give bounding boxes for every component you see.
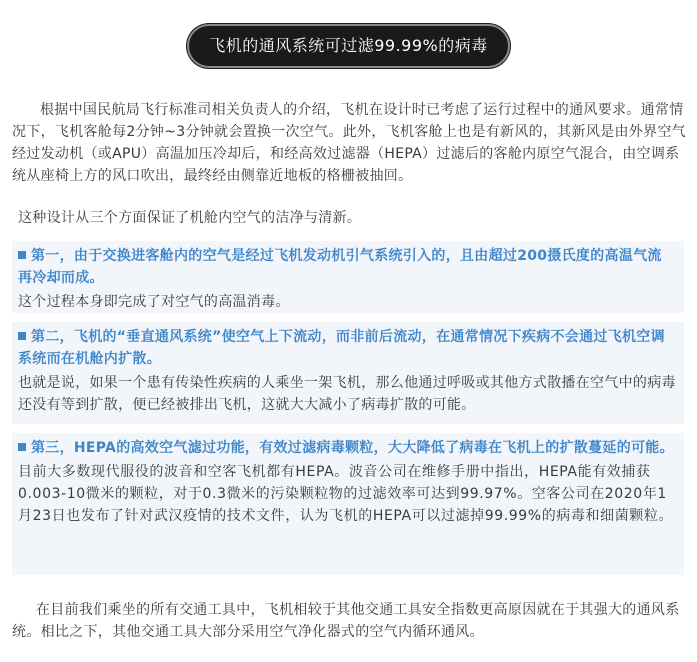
point-body-1: 这个过程本身即完成了对空气的高温消毒。 [18, 294, 290, 310]
point-box-2 [12, 322, 684, 424]
point-body-2: 也就是说，如果一个患有传染性疾病的人乘坐一架飞机，那么他通过呼吸或其他方式散播在空气中的病毒还没有等到扩散，便已经被排出飞机，这就大大减小了病毒扩散的可能。 [18, 375, 676, 413]
point-heading-3 [18, 437, 676, 459]
square-bullet-icon [18, 332, 26, 340]
point-box-3 [12, 433, 684, 575]
intro-paragraph: 根据中国民航局飞行标准司相关负责人的介绍，飞机在设计时已考虑了运行过程中的通风要求。通常情况下，飞机客舱每2分钟~3分钟就会置换一次空气。此外，飞机客舱上也是有新风的，其新风是由外界空气经过发动机（或APU）高温加压冷却后，和经高效过滤器（HEPA）过滤后的客舱内原空气混合，由空调系统从座椅上方的风口吹出，最终经由侧靠近地板的格栅被抽回。 [12, 102, 686, 184]
conclusion-paragraph: 在目前我们乘坐的所有交通工具中，飞机相较于其他交通工具安全指数更高原因就在于其强大的通风系统。相比之下，其他交通工具大部分采用空气净化器式的空气内循环通风。 [12, 602, 680, 640]
point-heading-2 [18, 326, 676, 370]
title-container [0, 24, 697, 68]
point-heading-text-3: 第三，HEPA的高效空气滤过功能，有效过滤病毒颗粒，大大降低了病毒在飞机上的扩散蔓延的可能。 [31, 440, 674, 456]
square-bullet-icon [18, 443, 26, 451]
point-body-3: 目前大多数现代服役的波音和空客飞机都有HEPA。波音公司在维修手册中指出，HEPA能有效捕获0.003-10微米的颗粒，对于0.3微米的污染颗粒物的过滤效率可达到99.97%。空客公司在2020年1月23日也发布了针对武汉疫情的技术文件，认为飞机的HEPA可以过滤掉99.99%的病毒和细菌颗粒。 [18, 464, 674, 524]
article-title: 飞机的通风系统可过滤99.99%的病毒 [187, 24, 510, 68]
point-box-1 [12, 241, 684, 313]
point-heading-text-2: 第二，飞机的“垂直通风系统”使空气上下流动，而非前后流动，在通常情况下疾病不会通过飞机空调系统而在机舱内扩散。 [18, 329, 665, 367]
summary-paragraph: 这种设计从三个方面保证了机舱内空气的洁净与清新。 [18, 210, 362, 226]
point-heading-1 [18, 245, 676, 289]
square-bullet-icon [18, 251, 26, 259]
point-heading-text-1: 第一，由于交换进客舱内的空气是经过飞机发动机引气系统引入的，且由超过200摄氏度的高温气流再冷却而成。 [18, 248, 662, 286]
